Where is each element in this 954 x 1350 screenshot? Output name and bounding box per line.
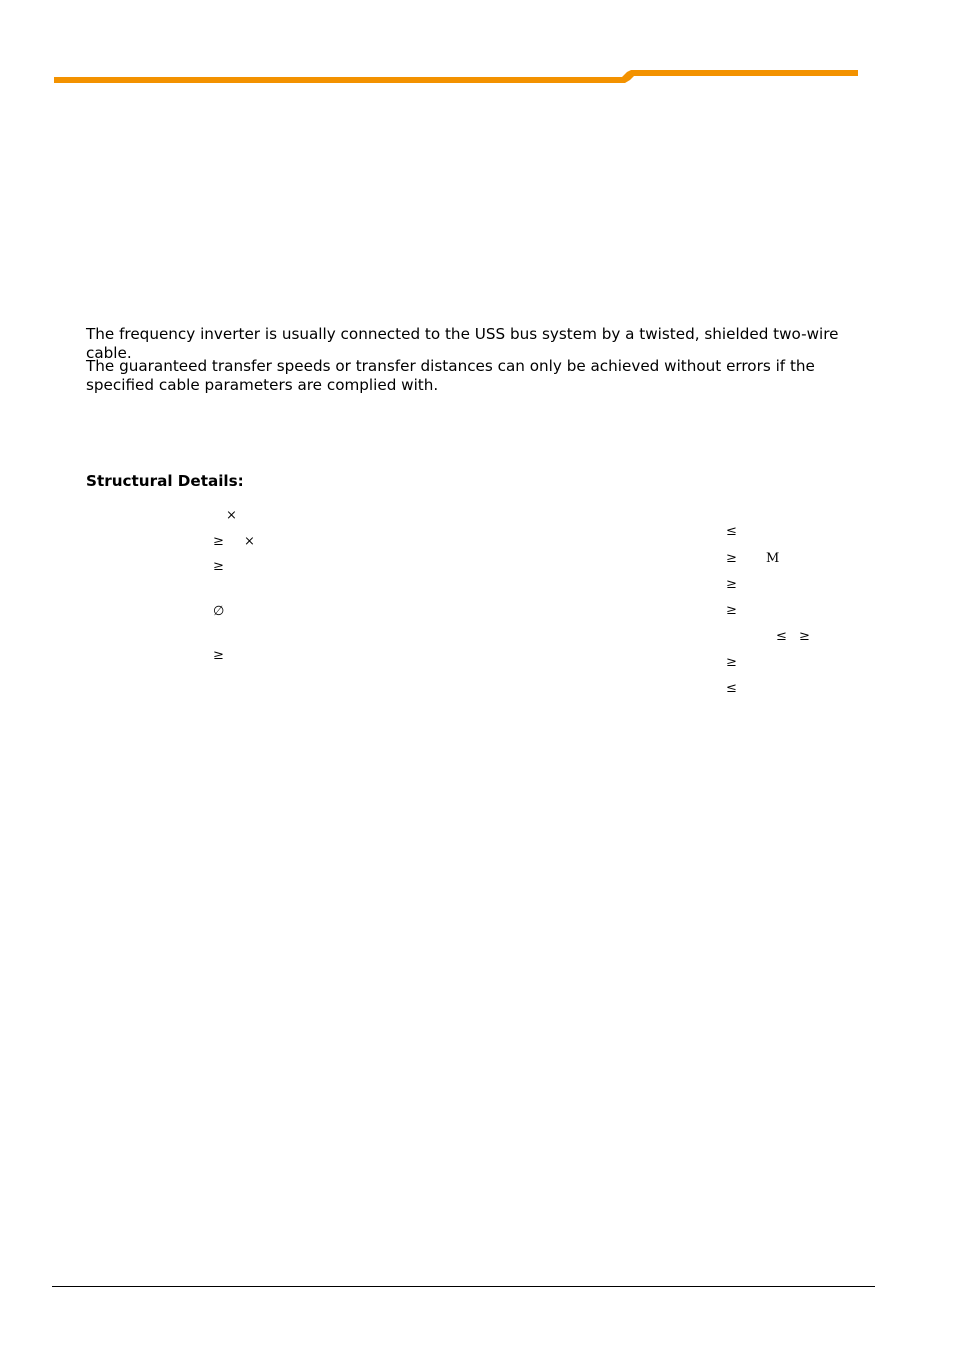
- greater-equal-symbol: ≥: [726, 577, 737, 592]
- diameter-symbol: ∅: [213, 604, 225, 619]
- less-equal-symbol: ≤: [726, 681, 737, 696]
- cable-parameters-paragraph: The guaranteed transfer speeds or transfer distances can only be achieved without errors if the specified cable parameters are complied with.: [86, 357, 815, 394]
- multiply-symbol: ×: [226, 508, 237, 523]
- header-accent-bar: [54, 68, 858, 86]
- greater-equal-symbol: ≥: [213, 648, 224, 663]
- less-equal-symbol: ≤: [776, 629, 787, 644]
- mega-prefix-symbol: M: [766, 551, 780, 566]
- greater-equal-symbol: ≥: [726, 655, 737, 670]
- greater-equal-symbol: ≥: [726, 551, 737, 566]
- greater-equal-symbol: ≥: [213, 534, 224, 549]
- header-accent-stripe: [54, 70, 858, 83]
- greater-equal-symbol: ≥: [213, 559, 224, 574]
- greater-equal-symbol: ≥: [726, 603, 737, 618]
- intro-paragraph: The frequency inverter is usually connected to the USS bus system by a twisted, shielded two-wire cable.: [86, 325, 839, 362]
- structural-details-heading: Structural Details:: [86, 472, 244, 490]
- footer-divider: [52, 1286, 875, 1287]
- greater-equal-symbol: ≥: [799, 629, 810, 644]
- less-equal-symbol: ≤: [726, 524, 737, 539]
- multiply-symbol: ×: [244, 534, 255, 549]
